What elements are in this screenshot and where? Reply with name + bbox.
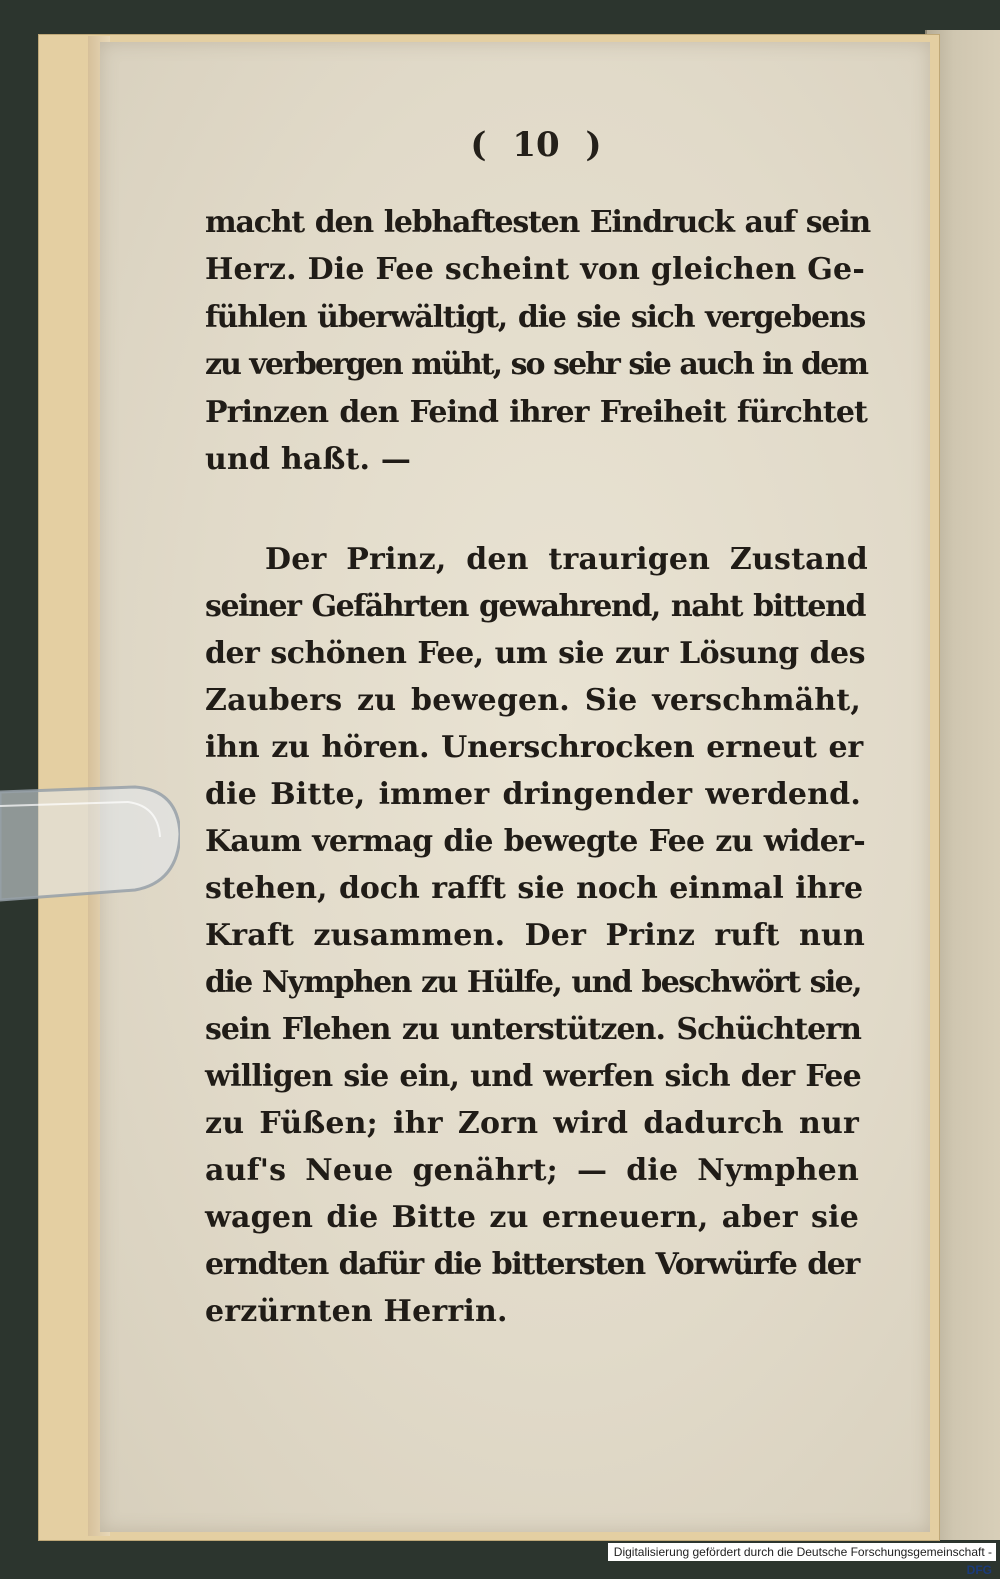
text-line: wagen die Bitte zu erneuern, aber sie [205,1200,859,1235]
text-line: Herz. Die Fee scheint von gleichen Ge- [205,252,865,287]
text-line: und haßt. — [205,442,412,477]
text-line: die Nymphen zu Hülfe, und beschwört sie, [205,965,861,1000]
text-line: die Bitte, immer dringender werdend. [205,777,861,812]
footer-credit [608,1543,996,1577]
text-line: zu verbergen müht, so sehr sie auch in dem [205,347,867,382]
text-line: fühlen überwältigt, die sie sich vergebens [205,300,865,335]
text-line: erzürnten Herrin. [205,1294,508,1329]
dfg-logo: DFG [966,1563,992,1577]
text-line: Der Prinz, den traurigen Zustand [265,542,868,577]
text-line: zu Füßen; ihr Zorn wird dadurch nur [205,1106,859,1141]
text-line: seiner Gefährten gewahrend, naht bittend [205,589,865,624]
footer-text: Digitalisierung gefördert durch die Deutsche Forschungsgemeinschaft - [613,1545,992,1559]
text-line: stehen, doch rafft sie noch einmal ihre [205,871,863,906]
text-line: ihn zu hören. Unerschrocken erneut er [205,730,863,765]
text-line: macht den lebhaftesten Eindruck auf sein [205,205,870,240]
text-line: Prinzen den Feind ihrer Freiheit fürchtet [205,395,867,430]
text-line: auf's Neue genährt; — die Nymphen [205,1153,859,1188]
text-line: sein Flehen zu unterstützen. Schüchtern [205,1012,861,1047]
text-line: Kaum vermag die bewegte Fee zu wider- [205,824,865,859]
text-line: erndten dafür die bittersten Vorwürfe der [205,1247,859,1282]
page-number: ( 10 ) [470,125,602,165]
text-line: der schönen Fee, um sie zur Lösung des [205,636,865,671]
text-line: willigen sie ein, und werfen sich der Fee [205,1059,861,1094]
text-line: Kraft zusammen. Der Prinz ruft nun [205,918,865,953]
text-line: Zaubers zu bewegen. Sie verschmäht, [205,683,861,718]
